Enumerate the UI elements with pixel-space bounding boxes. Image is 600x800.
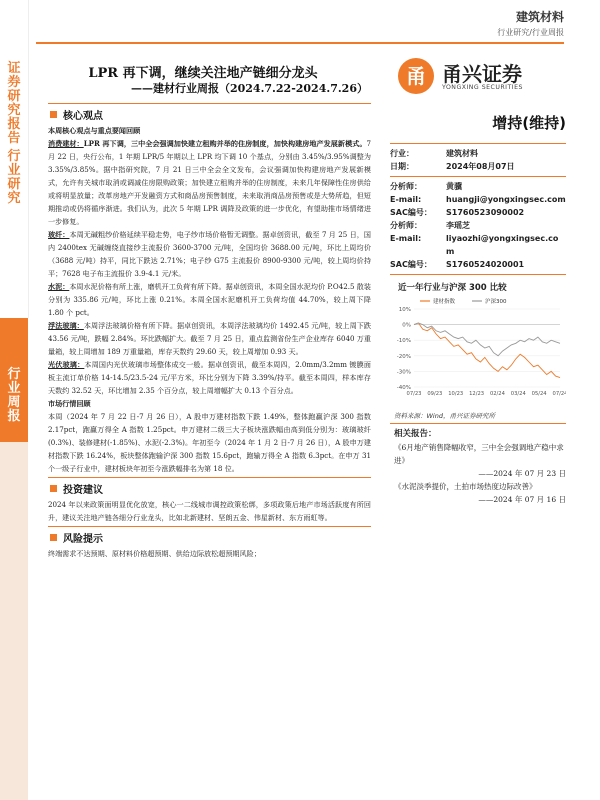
info-divider (390, 143, 566, 144)
pv-text: 本周国内光伏玻璃市场整体成交一般。据卓创资讯，截至本周四，2.0mm/3.2mm 镀膜面板主流订单价格 14-14.5/23.5-24 元/平方米，环比分别为下降 3.39%/持平。截至本周四，样本库存天数约 32.52 天，环比增加 2.35 个百分点，较上周增幅扩大 0.13 个百分点。 (48, 360, 371, 395)
analyst1-row (390, 180, 566, 193)
policy-paragraph (48, 137, 371, 228)
bullet-square-icon (50, 485, 57, 492)
report-subtitle: ——建材行业周报（2024.7.22-2024.7.26） (130, 82, 368, 95)
sidebar-orange-band (0, 318, 28, 442)
y-tick-label: 10% (398, 307, 411, 313)
date-key: 日期： (390, 162, 414, 171)
related-report-1[interactable]: 《6月地产销售降幅收窄，三中全会强调地产稳中求进》 (394, 443, 564, 465)
sidebar-report-type: 证券研究报告 (7, 61, 21, 146)
chart-source: 资料来源：Wind，甬兴证券研究所 (394, 412, 495, 420)
email1-row (390, 193, 566, 206)
x-tick-label: 02/24 (489, 391, 505, 397)
company-logo (398, 58, 554, 96)
related-heading: 相关报告： (394, 429, 437, 439)
x-tick-label: 09/23 (427, 391, 443, 397)
y-tick-label: -20% (396, 353, 411, 360)
cement-text: 本周水泥价格有所上涨，磨机开工负荷有所下降。据卓创资讯，本周全国水泥均价 P.O42.5 散装分别为 335.86 元/吨，环比上涨 0.21%。本周全国水泥磨机开工负荷均值 44.70%，较上周下降 1.80 个 pct。 (48, 282, 371, 317)
sac2-row (390, 258, 566, 271)
core-subheading: 本周核心观点与重点要闻回顾 (48, 126, 141, 135)
logo-mark-icon: 甬 (398, 58, 434, 94)
logo-english-name: YONGXING SECURITIES (442, 84, 523, 91)
email1-key: E-mail: (390, 195, 422, 204)
email2-link[interactable]: liyaozhi@yongxingsec.com (446, 234, 559, 256)
glass-label: 浮法玻璃： (48, 321, 84, 330)
analyst1-name: 黄骥 (446, 182, 462, 191)
x-tick-label: 03/24 (510, 391, 526, 397)
bullet-square-icon (50, 111, 57, 118)
risk-paragraph: 终端需求不达预期、原材料价格超预期、供给边际放松超预期风险； (48, 549, 261, 558)
header-divider (36, 42, 564, 44)
glass-text: 本周浮法玻璃价格有所下降。据卓创资讯，本周浮法玻璃均价 1492.45 元/吨，较上周下跌 43.56 元/吨，跌幅 2.84%。环比跌幅扩大。截至 7 月 25 日，重点监测省份生产企业库存 6040 万重量箱，较上周增加 189 万重量箱，库存天数约 29.60 天，较上周增加 0.93 天。 (48, 321, 371, 356)
pv-label: 光伏玻璃： (48, 360, 85, 369)
x-tick-label: 12/23 (469, 391, 485, 397)
glass-paragraph (48, 319, 371, 358)
analyst1-key: 分析师： (390, 182, 422, 191)
section-core-title: 核心观点 (63, 110, 103, 122)
sac2-value: S1760524020001 (446, 260, 525, 269)
bullet-square-icon (50, 534, 57, 541)
fiber-paragraph (48, 228, 371, 280)
related-date-1: ——2024 年 07 月 23 日 (478, 469, 566, 478)
logo-chinese-name: 甬兴证券 (442, 62, 522, 86)
legend-label: 建材指数 (433, 299, 456, 305)
section-advice-heading (48, 478, 371, 498)
y-tick-label: 0% (402, 322, 411, 329)
sidebar-research-type: 行业研究 (7, 149, 21, 206)
policy-bold: LPR 再下调，三中全会强调加快建立租购并举的住房制度，加快构建房地产发展新模式。 (83, 139, 367, 148)
main-content (48, 103, 371, 560)
info-divider (390, 176, 566, 177)
sac2-key: SAC编号： (390, 260, 432, 269)
rating: 增持(维持) (492, 114, 566, 132)
chart-title: 近一年行业与沪深 300 比较 (398, 283, 507, 293)
sac1-key: SAC编号： (390, 208, 432, 217)
email1-link[interactable]: huangji@yongxingsec.com (446, 195, 566, 204)
left-sidebar (0, 0, 28, 800)
analyst2-row (390, 219, 566, 232)
policy-text: 7 月 22 日，央行公布，1 年期 LPR/5 年期以上 LPR 均下调 10 个基点，分别由 3.45%/3.95%调整为 3.35%/3.85%。据中指研究院，7 月 21 日三中全会全文发布，会议强调加快构建房地产发展新模式，允许有关城市取消或调减住房限购政策；加快建立租购并举的住房制度，未来几年保障性住房供给或将明显放量；改革房地产开发融资方式和商品房预售制度，未来取消商品房预售或是大势所趋，但短期推动或仍将循序渐进。我们认为，此次 5 年期 LPR 调降及政策的进一步优化，有望助推市场情绪进一步修复。 (48, 139, 371, 226)
x-tick-label: 07/24 (552, 391, 566, 397)
industry-value: 建筑材料 (446, 149, 478, 158)
fiber-label: 玻纤： (48, 230, 70, 239)
market-heading: 市场行情回顾 (48, 399, 91, 408)
policy-label: 消费建材： (48, 139, 84, 148)
info-divider (390, 423, 566, 424)
report-title: LPR 再下调，继续关注地产链细分龙头 (88, 66, 318, 81)
section-risk-title: 风险提示 (63, 533, 103, 545)
industry-key: 行业： (390, 149, 414, 158)
section-risk-heading (48, 527, 371, 547)
advice-paragraph: 2024 年以来政策面明显优化放宽，核心一二线城市调控政策松绑，多项政策后地产市场活跃度有所回升，建议关注地产链各细分行业龙头，比如北新建材、坚朗五金、伟星新材、东方雨虹等。 (48, 500, 371, 522)
email2-key: E-mail: (390, 234, 422, 243)
cement-paragraph (48, 280, 371, 319)
info-divider (390, 274, 566, 275)
analyst2-key: 分析师： (390, 221, 422, 230)
sidebar-top-band (0, 0, 29, 318)
info-panel (390, 112, 566, 506)
section-advice-title: 投资建议 (63, 484, 103, 496)
date-row (390, 160, 566, 173)
related-report-2[interactable]: 《水泥淡季提价，土拍市场热度边际改善》 (394, 482, 537, 491)
pv-paragraph (48, 358, 371, 397)
sac1-value: S1760523090002 (446, 208, 525, 217)
related-date-2: ——2024 年 07 月 16 日 (478, 495, 566, 504)
fiber-text: 本周无碱粗纱价格延续平稳走势，电子纱市场价格暂无调整。据卓创资讯，截至 7 月 25 日，国内 2400tex 无碱缠绕直接纱主流报价 3600-3700 元/吨，全国均价 3688.00 元/吨，环比上周均价（3688 元/吨）持平，同比下跌达 2.71%；电子纱 G75 主流报价 8900-9300 元/吨，较上周均价持平；7628 电子布主流报价 3.9-4.1 元/米。 (48, 230, 371, 278)
series-line-csi300 (414, 323, 560, 356)
cement-label: 水泥： (48, 282, 70, 291)
email2-row (390, 232, 566, 258)
sidebar-bottom-band (0, 442, 28, 800)
industry-vs-csi300-chart (390, 295, 566, 405)
y-tick-label: -40% (396, 385, 411, 391)
sac1-row (390, 206, 566, 219)
x-tick-label: 10/23 (448, 391, 464, 397)
header-report-type: 行业研究/行业周报 (497, 28, 564, 37)
y-tick-label: -30% (396, 369, 411, 376)
market-paragraph: 本周（2024 年 7 月 22 日-7 月 26 日），A 股申万建材指数下跌 1.49%，整体跑赢沪深 300 指数 2.17pct，跑赢万得全 A 指数 1.25pct。申万建材二级三大子板块涨跌幅由高到低分别为：玻璃玻纤(0.3%)、装修建材(-1.85%)、水泥(-2.3%)。年初至今（2024 年 1 月 2 日-7 月 26 日），A 股申万建材指数下跌 16.24%，板块整体跑输沪深 300 指数 15.6pct，跑输万得全 A 指数 6.3pct。在申万 31 个一级子行业中，建材板块年初至今涨跌幅排名为第 18 位。 (48, 412, 371, 473)
section-core-heading (48, 104, 371, 124)
header-industry: 建筑材料 (515, 10, 564, 24)
date-value: 2024年08月07日 (446, 162, 515, 171)
y-tick-label: -10% (396, 338, 411, 345)
x-tick-label: 05/24 (531, 391, 547, 397)
page-header (497, 8, 564, 38)
analyst2-name: 李瑶芝 (446, 221, 470, 230)
sidebar-weekly-label: 行业周报 (7, 367, 21, 424)
industry-row (390, 147, 566, 160)
legend-label: 沪深300 (485, 299, 507, 305)
x-tick-label: 07/23 (406, 391, 422, 397)
